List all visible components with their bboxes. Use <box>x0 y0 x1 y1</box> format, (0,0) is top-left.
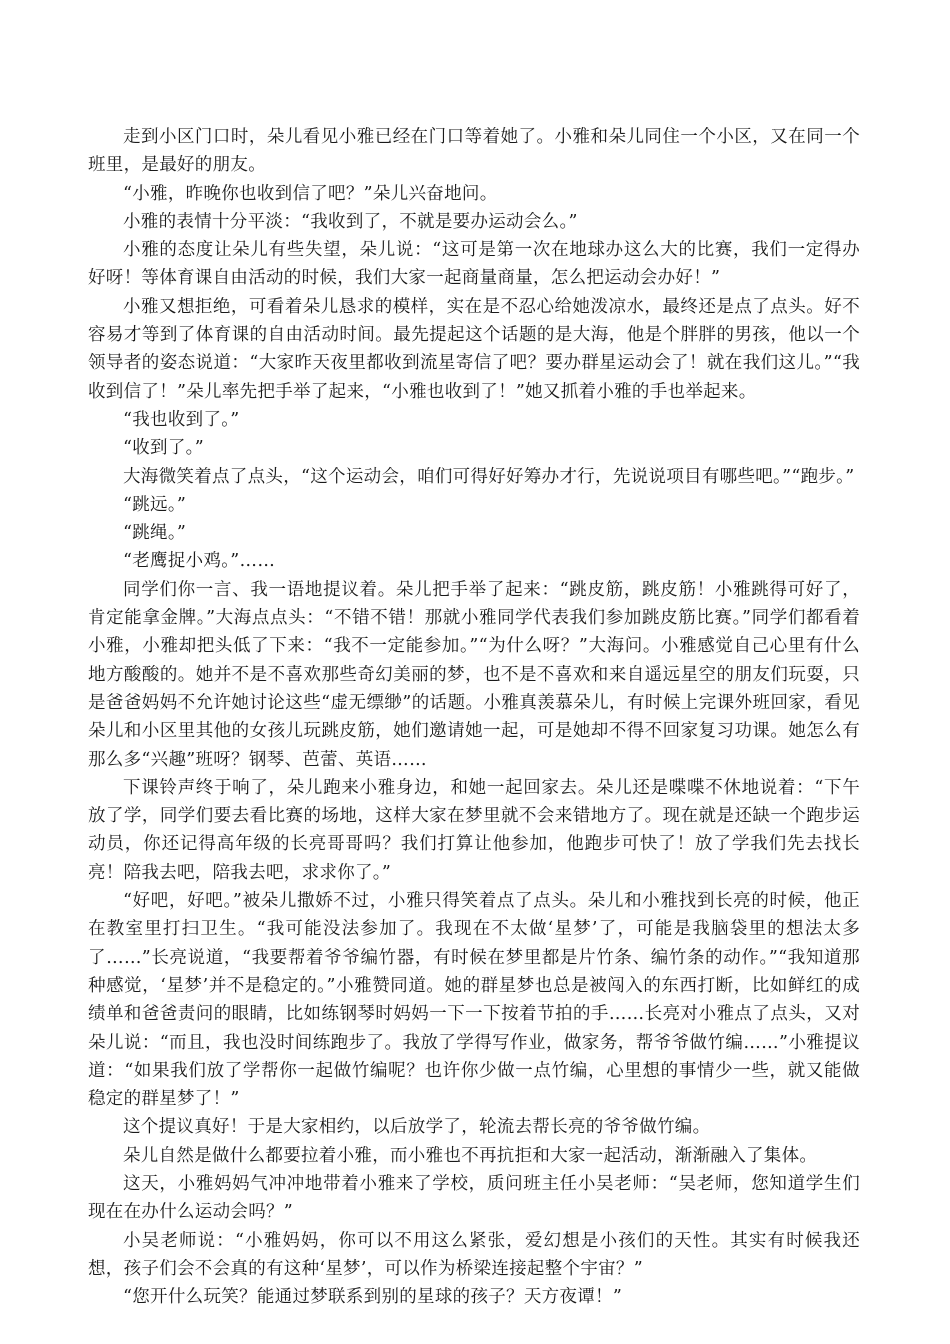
paragraph: “跳远。” <box>123 494 187 515</box>
paragraph: 小吴老师说：“小雅妈妈，你可以不用这么紧张，爱幻想是小孩们的天性。其实有时候我还想，孩子们会不会真的有这种‘星梦’，可以作为桥梁连接起整个宇宙？” <box>88 1230 860 1279</box>
paragraph: 这天，小雅妈妈气冲冲地带着小雅来了学校，质问班主任小吴老师：“吴老师，您知道学生们现在在办什么运动会吗？” <box>88 1173 860 1223</box>
paragraph: “小雅，昨晚你也收到信了吧？”朵儿兴奋地问。 <box>123 183 498 204</box>
paragraph: 下课铃声终于响了，朵儿跑来小雅身边，和她一起回家去。朵儿还是喋喋不休地说着：“下午放了学，同学们要去看比赛的场地，这样大家在梦里就不会来错地方了。现在就是还缺一个跑步运动员，你还记得高年级的长亮哥哥吗？我们打算让他参加，他跑步可快了！放了学我们先去找长亮！陪我去吧，陪我去吧，求求你了。” <box>88 777 860 883</box>
paragraph: 这个提议真好！于是大家相约，以后放学了，轮流去帮长亮的爷爷做竹编。 <box>123 1117 711 1138</box>
paragraph: 小雅的态度让朵儿有些失望，朵儿说：“这可是第一次在地球办这么大的比赛，我们一定得办好呀！等体育课自由活动的时候，我们大家一起商量商量，怎么把运动会办好！” <box>88 240 860 289</box>
paragraph: 走到小区门口时，朵儿看见小雅已经在门口等着她了。小雅和朵儿同住一个小区，又在同一个班里，是最好的朋友。 <box>88 127 860 176</box>
paragraph: 小雅又想拒绝，可看着朵儿恳求的模样，实在是不忍心给她泼凉水，最终还是点了点头。好不容易才等到了体育课的自由活动时间。最先提起这个话题的是大海，他是个胖胖的男孩，他以一个领导者的姿态说道：“大家昨天夜里都收到流星寄信了吧？要办群星运动会了！就在我们这儿。”“我收到信了！”朵儿率先把手举了起来，“小雅也收到了！”她又抓着小雅的手也举起来。 <box>88 296 860 402</box>
paragraph: “好吧，好吧。”被朵儿撒娇不过，小雅只得笑着点了点头。朵儿和小雅找到长亮的时候，他正在教室里打扫卫生。“我可能没法参加了。我现在不太做‘星梦’了，可能是我脑袋里的想法太多了……”长亮说道，“我要帮着爷爷编竹器，有时候在梦里都是片竹条、编竹条的动作。”“我知道那种感觉，‘星梦’并不是稳定的。”小雅赞同道。她的群星梦也总是被闯入的东西打断，比如鲜红的成绩单和爸爸责问的眼睛，比如练钢琴时妈妈一下一下按着节拍的手……长亮对小雅点了点头，又对朵儿说：“而且，我也没时间练跑步了。我放了学得写作业，做家务，帮爷爷做竹编……”小雅提议道：“如果我们放了学帮你一起做竹编呢？也许你少做一点竹编，心里想的事情少一些，就又能做稳定的群星梦了！” <box>88 891 860 1110</box>
paragraph: 朵儿自然是做什么都要拉着小雅，而小雅也不再抗拒和大家一起活动，渐渐融入了集体。 <box>123 1145 818 1166</box>
paragraph: 大海微笑着点了点头，“这个运动会，咱们可得好好筹办才行，先说说项目有哪些吧。”“跑步。” <box>123 466 855 487</box>
paragraph: “跳绳。” <box>123 523 187 544</box>
story-text <box>88 123 860 1311</box>
paragraph: “老鹰捉小鸡。”…… <box>123 551 276 572</box>
paragraph: “收到了。” <box>123 438 204 459</box>
paragraph: 小雅的表情十分平淡：“我收到了，不就是要办运动会么。” <box>123 211 578 232</box>
paragraph: “我也收到了。” <box>123 409 240 430</box>
paragraph: “您开什么玩笑？能通过梦联系到别的星球的孩子？天方夜谭！” <box>123 1287 623 1308</box>
paragraph: 同学们你一言、我一语地提议着。朵儿把手举了起来：“跳皮筋，跳皮筋！小雅跳得可好了，肯定能拿金牌。”大海点点头：“不错不错！那就小雅同学代表我们参加跳皮筋比赛。”同学们都看着小雅，小雅却把头低了下来：“我不一定能参加。”“为什么呀？”大海问。小雅感觉自己心里有什么地方酸酸的。她并不是不喜欢那些奇幻美丽的梦，也不是不喜欢和来自遥远星空的朋友们玩耍，只是爸爸妈妈不允许她讨论这些“虚无缥缈”的话题。小雅真羡慕朵儿，有时候上完课外班回家，看见朵儿和小区里其他的女孩儿玩跳皮筋，她们邀请她一起，可是她却不得不回家复习功课。她怎么有那么多“兴趣”班呀？钢琴、芭蕾、英语…… <box>88 579 860 770</box>
